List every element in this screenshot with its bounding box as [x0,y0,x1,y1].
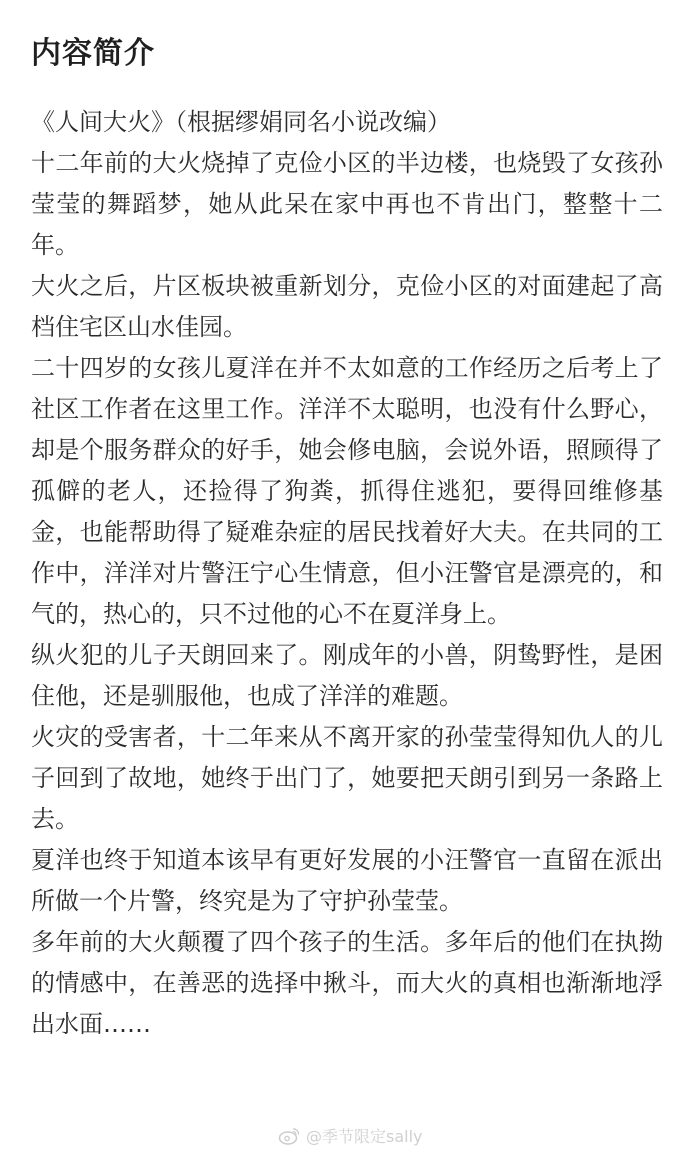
section-title: 内容简介 [31,36,155,71]
paragraph-sunyingying: 火灾的受害者，十二年来从不离开家的孙莹莹得知仇人的儿子回到了故地，她终于出门了，她要把天朗引到另一条路上去。 [31,723,663,833]
synopsis-body [31,102,663,1045]
watermark [278,1124,423,1147]
paragraph-xiayang: 二十四岁的女孩儿夏洋在并不太如意的工作经历之后考上了社区工作者在这里工作。洋洋不太聪明，也没有什么野心，却是个服务群众的好手，她会修电脑，会说外语，照顾得了孤僻的老人，还捡得了狗粪，抓得住逃犯，要得回维修基金，也能帮助得了疑难杂症的居民找着好大夫。在共同的工作中，洋洋对片警汪宁心生情意，但小汪警官是漂亮的，和气的，热心的，只不过他的心不在夏洋身上。 [31,354,663,628]
paragraph-tianlang: 纵火犯的儿子天朗回来了。刚成年的小兽，阴鸷野性，是困住他，还是驯服他，也成了洋洋的难题。 [31,641,663,710]
paragraph-district: 大火之后，片区板块被重新划分，克俭小区的对面建起了高档住宅区山水佳园。 [31,272,663,341]
paragraph-fire: 十二年前的大火烧掉了克俭小区的半边楼，也烧毁了女孩孙莹莹的舞蹈梦，她从此呆在家中再也不肯出门，整整十二年。 [31,149,663,259]
paragraph-show-title: 《人间大火》（根据缪娟同名小说改编） [31,108,451,136]
paragraph-officer-wang: 夏洋也终于知道本该早有更好发展的小汪警官一直留在派出所做一个片警，终究是为了守护孙莹莹。 [31,846,663,915]
watermark-text: @季节限定sally [306,1127,423,1146]
paragraph-truth: 多年前的大火颠覆了四个孩子的生活。多年后的他们在执拗的情感中，在善恶的选择中揪斗，而大火的真相也渐渐地浮出水面…… [31,928,663,1038]
weibo-icon [278,1127,300,1145]
